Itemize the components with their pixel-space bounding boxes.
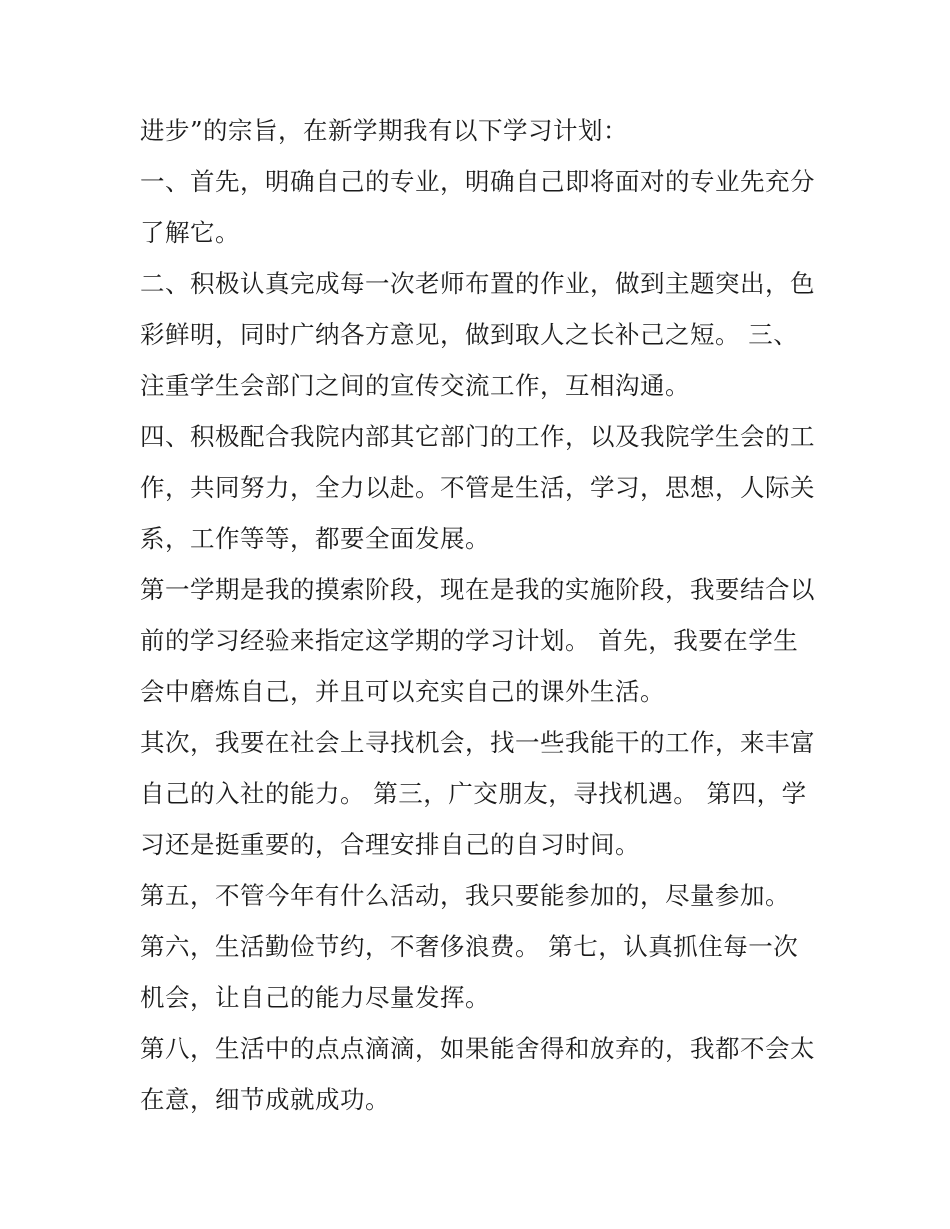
text-line: 进步”的宗旨，在新学期我有以下学习计划： bbox=[140, 116, 629, 145]
text-line: 系，工作等等，都要全面发展。 bbox=[140, 524, 490, 553]
text-line: 四、积极配合我院内部其它部门的工作，以及我院学生会的工 bbox=[140, 422, 815, 451]
text-line: 第五，不管今年有什么活动，我只要能参加的，尽量参加。 bbox=[140, 881, 790, 910]
text-line: 前的学习经验来指定这学期的学习计划。 首先，我要在学生 bbox=[140, 626, 799, 655]
text-line: 其次，我要在社会上寻找机会，找一些我能干的工作，来丰富 bbox=[140, 728, 815, 757]
text-line: 机会，让自己的能力尽量发挥。 bbox=[140, 983, 490, 1012]
text-line: 作，共同努力，全力以赴。不管是生活，学习，思想，人际关 bbox=[140, 473, 815, 502]
text-line: 一、首先，明确自己的专业，明确自己即将面对的专业先充分 bbox=[140, 167, 815, 196]
text-line: 第六，生活勤俭节约，不奢侈浪费。 第七，认真抓住每一次 bbox=[140, 932, 799, 961]
text-line: 自己的入社的能力。 第三，广交朋友，寻找机遇。 第四，学 bbox=[140, 779, 807, 808]
text-line: 第一学期是我的摸索阶段，现在是我的实施阶段，我要结合以 bbox=[140, 575, 815, 604]
text-line: 习还是挺重要的，合理安排自己的自习时间。 bbox=[140, 830, 640, 859]
text-line: 彩鲜明，同时广纳各方意见，做到取人之长补己之短。 三、 bbox=[140, 320, 799, 349]
text-line: 二、积极认真完成每一次老师布置的作业，做到主题突出，色 bbox=[140, 269, 815, 298]
text-line: 在意，细节成就成功。 bbox=[140, 1085, 390, 1114]
text-line: 注重学生会部门之间的宣传交流工作，互相沟通。 bbox=[140, 371, 690, 400]
text-line: 了解它。 bbox=[140, 218, 240, 247]
text-line: 会中磨炼自己，并且可以充实自己的课外生活。 bbox=[140, 677, 665, 706]
document-body bbox=[140, 105, 830, 1125]
text-line: 第八，生活中的点点滴滴，如果能舍得和放弃的，我都不会太 bbox=[140, 1034, 815, 1063]
